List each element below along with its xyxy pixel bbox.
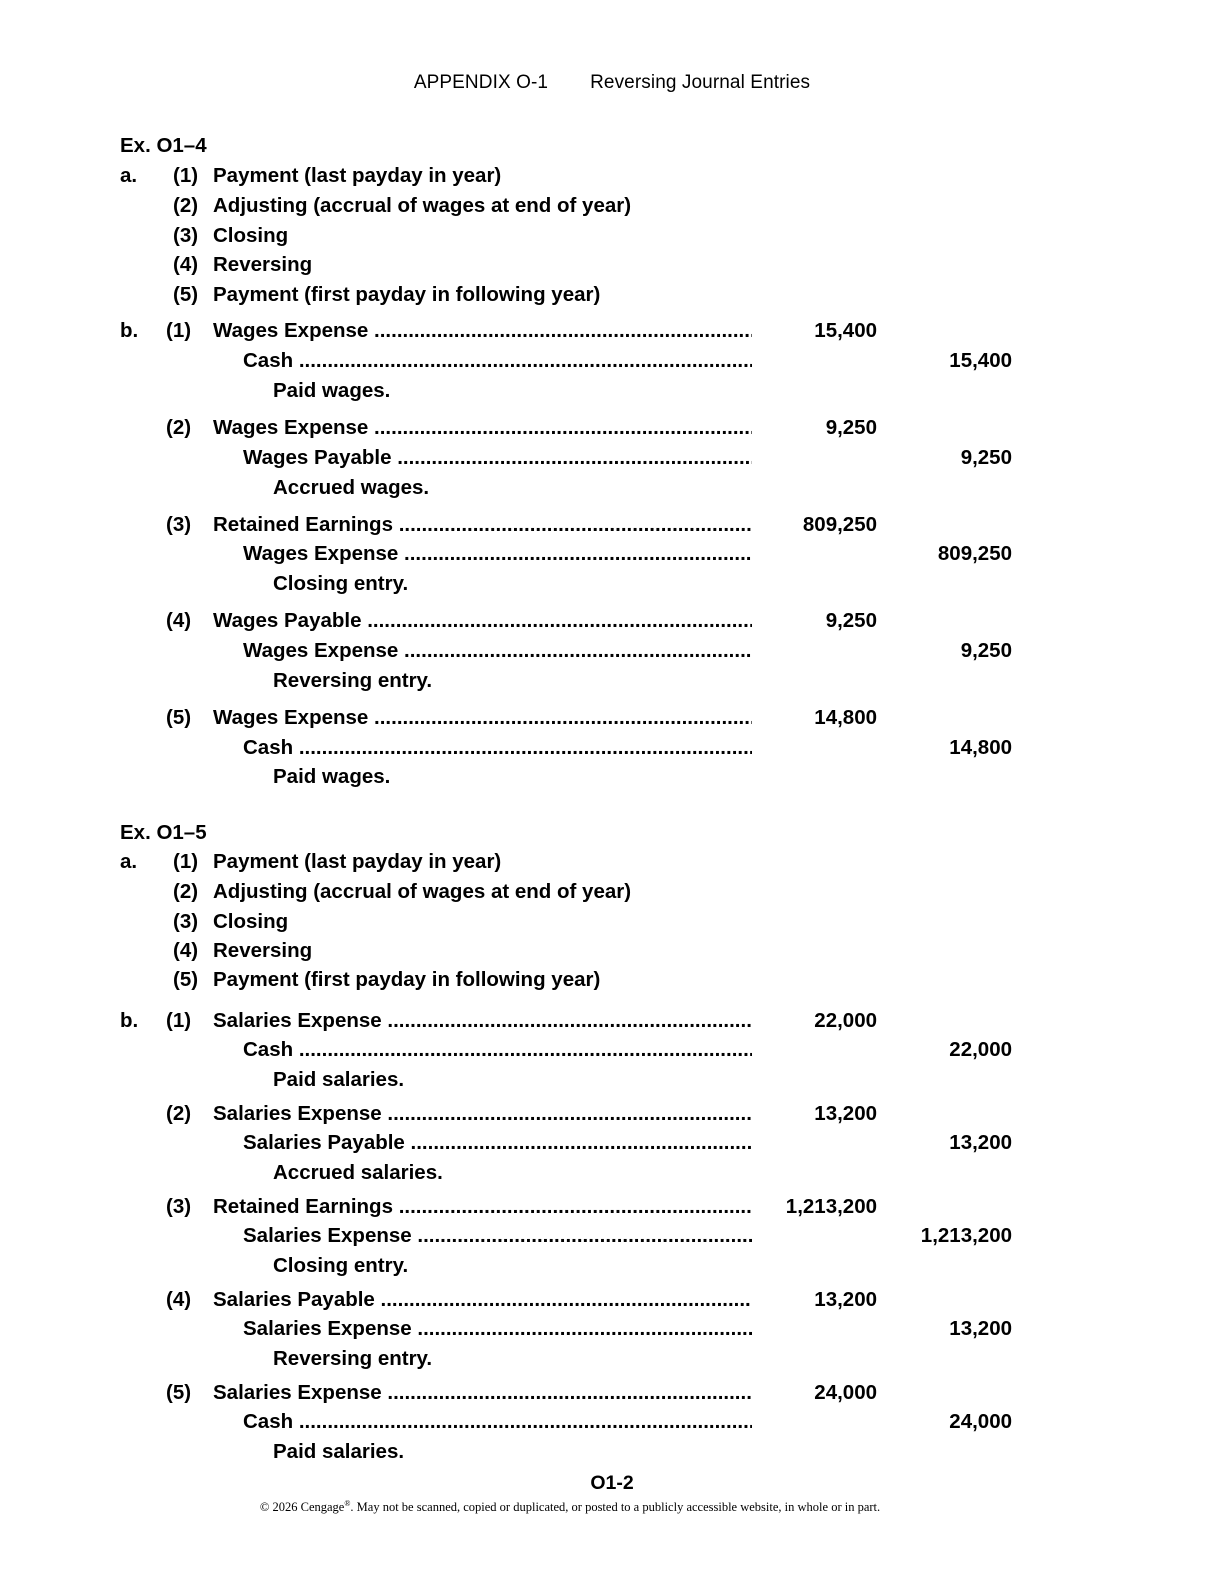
credit-account: Cash ..... [243, 736, 752, 760]
step-number: (2) [173, 880, 199, 903]
debit-account: Retained Earnings ..... [213, 513, 752, 537]
debit-amount: 14,800 [814, 706, 877, 729]
debit-amount: 9,250 [825, 609, 877, 632]
step-text: Adjusting (accrual of wages at end of year) [213, 880, 632, 903]
step-number: (2) [173, 194, 199, 217]
step-text: Adjusting (accrual of wages at end of year) [213, 194, 632, 217]
step-number: (5) [173, 968, 199, 991]
credit-amount: 9,250 [960, 639, 1012, 662]
entry-number: (3) [166, 513, 192, 536]
debit-amount: 13,200 [814, 1102, 877, 1125]
exercise-title: Ex. O1–4 [120, 134, 207, 157]
credit-amount: 13,200 [949, 1131, 1012, 1154]
entry-memo: Reversing entry. [273, 1347, 433, 1370]
debit-account: Wages Payable ..... [213, 609, 752, 633]
debit-account: Salaries Expense ..... [213, 1381, 752, 1405]
step-text: Payment (last payday in year) [213, 164, 502, 187]
part-a-label: a. [120, 850, 138, 873]
entry-number: (1) [166, 319, 192, 342]
entry-memo: Closing entry. [273, 1254, 409, 1277]
credit-account: Cash ..... [243, 1410, 752, 1434]
entry-memo: Paid wages. [273, 379, 391, 402]
entry-memo: Closing entry. [273, 572, 409, 595]
credit-account: Salaries Expense ..... [243, 1224, 752, 1248]
entry-memo: Reversing entry. [273, 669, 433, 692]
step-number: (3) [173, 224, 199, 247]
debit-amount: 809,250 [802, 513, 877, 536]
step-number: (3) [173, 910, 199, 933]
copyright-prefix: © 2026 Cengage [259, 1500, 345, 1515]
step-number: (1) [173, 164, 199, 187]
step-number: (4) [173, 253, 199, 276]
copyright-notice [0, 1499, 1140, 1515]
debit-account: Salaries Payable ..... [213, 1288, 752, 1312]
debit-account: Wages Expense ..... [213, 319, 752, 343]
appendix-label: APPENDIX O-1 [413, 72, 549, 93]
step-text: Payment (first payday in following year) [213, 968, 601, 991]
debit-amount: 15,400 [814, 319, 877, 342]
entry-memo: Accrued wages. [273, 476, 430, 499]
credit-amount: 15,400 [949, 349, 1012, 372]
credit-account: Wages Expense ..... [243, 639, 752, 663]
debit-amount: 24,000 [814, 1381, 877, 1404]
debit-amount: 1,213,200 [785, 1195, 877, 1218]
debit-amount: 13,200 [814, 1288, 877, 1311]
entry-number: (1) [166, 1009, 192, 1032]
credit-amount: 14,800 [949, 736, 1012, 759]
step-number: (5) [173, 283, 199, 306]
credit-account: Salaries Expense ..... [243, 1317, 752, 1341]
step-number: (4) [173, 939, 199, 962]
part-a-label: a. [120, 164, 138, 187]
debit-amount: 22,000 [814, 1009, 877, 1032]
entry-number: (5) [166, 1381, 192, 1404]
entry-number: (4) [166, 609, 192, 632]
credit-account: Wages Payable ..... [243, 446, 752, 470]
step-text: Closing [213, 910, 289, 933]
debit-account: Wages Expense ..... [213, 416, 752, 440]
registered-mark: ® [344, 1499, 351, 1508]
step-number: (1) [173, 850, 199, 873]
debit-amount: 9,250 [825, 416, 877, 439]
entry-memo: Paid salaries. [273, 1440, 405, 1463]
entry-memo: Accrued salaries. [273, 1161, 443, 1184]
step-text: Payment (first payday in following year) [213, 283, 601, 306]
page-header [0, 72, 1224, 94]
appendix-title: Reversing Journal Entries [590, 72, 811, 93]
step-text: Closing [213, 224, 289, 247]
step-text: Payment (last payday in year) [213, 850, 502, 873]
part-b-label: b. [120, 1009, 139, 1032]
part-b-label: b. [120, 319, 139, 342]
entry-memo: Paid wages. [273, 765, 391, 788]
exercise-title: Ex. O1–5 [120, 821, 207, 844]
credit-account: Wages Expense ..... [243, 542, 752, 566]
debit-account: Salaries Expense ..... [213, 1102, 752, 1126]
entry-number: (3) [166, 1195, 192, 1218]
entry-number: (2) [166, 416, 192, 439]
step-text: Reversing [213, 939, 313, 962]
entry-number: (5) [166, 706, 192, 729]
credit-amount: 13,200 [949, 1317, 1012, 1340]
entry-number: (2) [166, 1102, 192, 1125]
credit-amount: 9,250 [960, 446, 1012, 469]
entry-number: (4) [166, 1288, 192, 1311]
debit-account: Salaries Expense ..... [213, 1009, 752, 1033]
copyright-text: . May not be scanned, copied or duplicated, or posted to a publicly accessible website, in whole or in part. [350, 1500, 881, 1515]
credit-account: Cash ..... [243, 349, 752, 373]
credit-amount: 1,213,200 [920, 1224, 1012, 1247]
credit-amount: 22,000 [949, 1038, 1012, 1061]
debit-account: Wages Expense ..... [213, 706, 752, 730]
step-text: Reversing [213, 253, 313, 276]
entry-memo: Paid salaries. [273, 1068, 405, 1091]
credit-amount: 24,000 [949, 1410, 1012, 1433]
debit-account: Retained Earnings ..... [213, 1195, 752, 1219]
credit-account: Cash ..... [243, 1038, 752, 1062]
credit-account: Salaries Payable ..... [243, 1131, 752, 1155]
page-number: O1-2 [590, 1472, 634, 1494]
credit-amount: 809,250 [937, 542, 1012, 565]
